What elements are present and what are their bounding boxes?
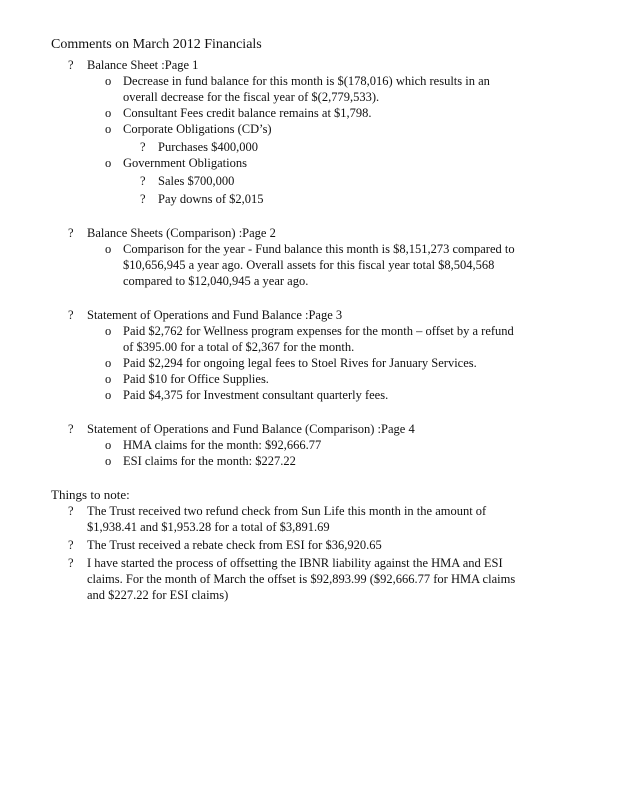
bullet-mark: o (105, 242, 112, 256)
bullet-mark: ? (68, 58, 74, 72)
document-page: Comments on March 2012 Financials ? Balance Sheet :Page 1 o Decrease in fund balance for this month is $(178,016) which results in an overall decrease for the fiscal year of $(2,779,533). o Consultant Fees credit balance remains at $1,798. o Corporate Obligations (CD’s) ? Purchases $400,000 o Government Obligations ? Sales $700,000 ? Pay downs of $2,015 ? Balance Sheets (Comparison) :Page 2 o Comparison for the year - Fund balance this month is $8,151,273 compared to $10,656,945 a year ago. Overall assets for this fiscal year total $8,504,568 compared to $12,040,945 a year ago. ? Statement of Operations and Fund Balance :Page 3 o Paid $2,762 for Wellness program expenses for the month – offset by a refund of $395.00 for a total of $2,367 for the month. o Paid $2,294 for ongoing legal fees to Stoel Rives for January Services. o Paid $10 for Office Supplies. o Paid $4,375 for Investment consultant quarterly fees. ? Statement of Operations and Fund Balance (Comparison) :Page 4 o HMA claims for the month: $92,666.77 o ESI claims for the month: $227.22 Things to note: ? The Trust received two refund check from Sun Life this month in the amount of $1,938.41 and $1,953.28 for a total of $3,891.69 ? The Trust received a rebate check from ESI for $36,920.65 ? I have started the process of offsetting the IBNR liability against the HMA and ESI claims. For the month of March the offset is $92,893.99 ($92,666.77 for HMA claims and $227.22 for ESI claims) (51, 37, 516, 602)
bullet-mark: o (105, 156, 112, 170)
bullet-mark: ? (68, 308, 74, 322)
things-heading: Things to note: (51, 487, 130, 502)
document-title: Comments on March 2012 Financials (51, 37, 262, 52)
bullet-mark: ? (68, 504, 74, 518)
bullet-mark: o (105, 438, 112, 452)
bullet-mark: o (105, 372, 112, 386)
bullet-mark: o (105, 122, 112, 136)
bullet-mark: ? (68, 226, 74, 240)
bullet-mark: ? (68, 556, 74, 570)
bullet-mark: o (105, 388, 112, 402)
bullet-mark: o (105, 356, 112, 370)
bullet-mark: ? (68, 538, 74, 552)
bullet-mark: o (105, 454, 112, 468)
bullet-mark: o (105, 106, 112, 120)
bullet-mark: ? (140, 174, 146, 188)
bullet-mark: o (105, 324, 112, 338)
bullet-mark: ? (140, 192, 146, 206)
bullet-mark: ? (140, 140, 146, 154)
bullet-mark: o (105, 74, 112, 88)
bullet-mark: ? (68, 422, 74, 436)
